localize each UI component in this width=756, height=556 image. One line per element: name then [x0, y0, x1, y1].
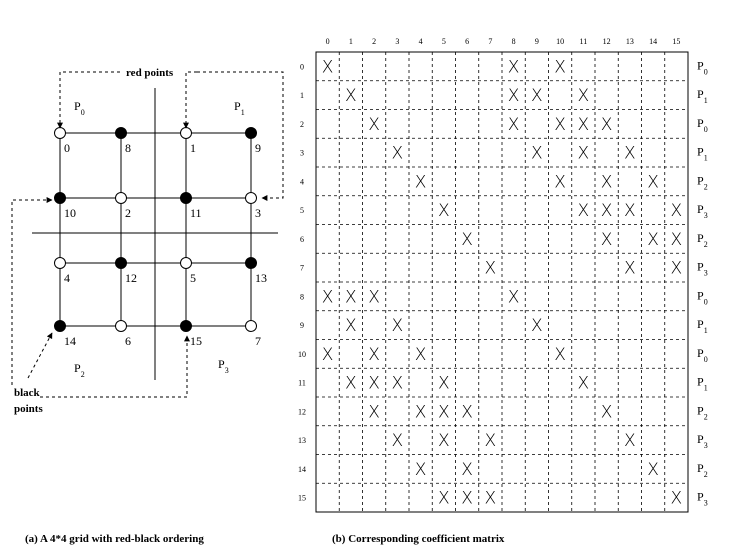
matrix-cell-10-10: X	[554, 344, 566, 365]
grid-node-label-9: 9	[255, 141, 261, 155]
grid-node-label-10: 10	[64, 206, 76, 220]
matrix-col-label-0: 0	[325, 37, 330, 46]
matrix-cell-2-10: X	[554, 114, 566, 135]
matrix-cell-8-1: X	[345, 287, 357, 308]
matrix-processor-label-12: $P_2$	[697, 403, 708, 422]
matrix-cell-4-4: X	[414, 172, 427, 193]
black-point-12	[116, 258, 127, 269]
matrix-processor-label-3: $P_1$	[697, 144, 708, 163]
grid-node-labels	[64, 141, 267, 348]
matrix-col-label-10: 10	[556, 37, 565, 46]
matrix-cell-0-8: X	[507, 57, 520, 78]
grid-node-label-1: 1	[190, 141, 196, 155]
grid-node-label-4: 4	[64, 271, 70, 285]
matrix-cell-13-13: X	[624, 431, 636, 452]
matrix-processor-labels	[697, 58, 708, 507]
matrix-cell-1-9: X	[531, 86, 543, 107]
red-point-0	[55, 128, 66, 139]
black-points-label-line1: black	[14, 387, 40, 399]
matrix-cell-1-1: X	[345, 86, 357, 107]
matrix-processor-label-9: $P_1$	[697, 317, 708, 336]
matrix-cell-14-14: X	[647, 459, 659, 480]
matrix-cell-14-6: X	[461, 459, 473, 480]
grid-node-label-8: 8	[125, 141, 131, 155]
matrix-cell-8-0: X	[321, 287, 334, 308]
matrix-cell-9-9: X	[531, 316, 543, 337]
matrix-cell-12-12: X	[600, 402, 613, 423]
black-points-arrow-bottom-left	[28, 333, 52, 378]
black-points-arrow-bottom-middle	[40, 336, 187, 397]
matrix-cell-11-5: X	[438, 373, 450, 394]
grid-node-label-7: 7	[255, 334, 261, 348]
matrix-cell-6-12: X	[600, 229, 613, 250]
matrix-cell-0-10: X	[554, 57, 566, 78]
matrix-processor-label-2: $P_0$	[697, 115, 708, 134]
matrix-cell-8-8: X	[507, 287, 520, 308]
processor-labels	[74, 99, 245, 379]
matrix-processor-label-7: $P_3$	[697, 259, 708, 278]
matrix-row-label-10: 10	[298, 349, 306, 359]
matrix-processor-label-8: $P_0$	[697, 288, 708, 307]
matrix-cell-10-0: X	[321, 344, 334, 365]
matrix-cell-2-11: X	[577, 114, 590, 135]
matrix-cell-15-15: X	[670, 488, 683, 509]
black-points-label-line2: points	[14, 403, 43, 415]
matrix-processor-label-0: $P_0$	[697, 58, 708, 77]
matrix-cell-13-5: X	[438, 431, 450, 452]
black-point-8	[116, 128, 127, 139]
matrix-col-label-11: 11	[579, 37, 588, 46]
matrix-cell-15-6: X	[461, 488, 473, 509]
matrix-cell-7-15: X	[670, 258, 683, 279]
matrix-processor-label-4: $P_2$	[697, 173, 708, 192]
matrix-cell-14-4: X	[414, 459, 427, 480]
matrix-cell-2-2: X	[368, 114, 380, 135]
grid-node-label-15: 15	[190, 334, 202, 348]
grid-node-label-3: 3	[255, 206, 261, 220]
matrix-col-label-5: 5	[441, 37, 446, 46]
caption-a: (a) A 4*4 grid with red-black ordering	[25, 533, 204, 545]
matrix-processor-label-10: $P_0$	[697, 345, 708, 364]
matrix-cell-3-3: X	[391, 143, 404, 164]
matrix-cell-2-8: X	[507, 114, 520, 135]
matrix-cell-1-11: X	[577, 86, 590, 107]
grid-node-label-2: 2	[125, 206, 131, 220]
matrix-row-label-5: 5	[300, 206, 304, 216]
matrix-row-label-9: 9	[300, 321, 304, 331]
matrix-row-label-11: 11	[298, 378, 306, 388]
matrix-row-label-0: 0	[300, 62, 304, 72]
matrix-processor-label-11: $P_1$	[697, 374, 708, 393]
matrix-row-labels	[298, 62, 306, 502]
grid-node-label-6: 6	[125, 334, 131, 348]
matrix-cell-10-2: X	[368, 344, 380, 365]
matrix-cell-13-7: X	[484, 431, 497, 452]
matrix-cell-11-1: X	[345, 373, 357, 394]
matrix-row-label-8: 8	[300, 292, 304, 302]
matrix-row-label-12: 12	[298, 407, 306, 417]
black-points-arrow-left	[12, 200, 52, 385]
matrix-column-labels	[326, 37, 681, 46]
coefficient-matrix	[298, 37, 708, 545]
matrix-processor-label-14: $P_2$	[697, 460, 708, 479]
matrix-cell-11-11: X	[577, 373, 590, 394]
matrix-cell-12-5: X	[438, 402, 450, 423]
red-point-2	[116, 193, 127, 204]
matrix-cell-4-12: X	[600, 172, 613, 193]
matrix-row-label-7: 7	[300, 263, 304, 273]
matrix-cell-3-9: X	[531, 143, 543, 164]
matrix-cell-7-13: X	[624, 258, 636, 279]
matrix-cell-11-2: X	[368, 373, 380, 394]
black-point-11	[181, 193, 192, 204]
matrix-row-label-15: 15	[298, 493, 306, 503]
processor-label-1: $P_1$	[234, 99, 245, 117]
matrix-row-label-3: 3	[300, 148, 304, 158]
red-point-7	[246, 321, 257, 332]
matrix-cell-9-1: X	[345, 316, 357, 337]
black-point-15	[181, 321, 192, 332]
matrix-cell-1-8: X	[507, 86, 520, 107]
matrix-cell-6-6: X	[461, 229, 473, 250]
matrix-cell-6-15: X	[670, 229, 683, 250]
matrix-cell-4-14: X	[647, 172, 659, 193]
matrix-col-label-3: 3	[395, 37, 400, 46]
matrix-col-label-4: 4	[418, 37, 423, 46]
matrix-cell-5-11: X	[577, 201, 590, 222]
matrix-col-label-2: 2	[372, 37, 377, 46]
red-point-3	[246, 193, 257, 204]
grid-node-label-14: 14	[64, 334, 76, 348]
matrix-cell-15-5: X	[438, 488, 450, 509]
matrix-cell-6-14: X	[647, 229, 659, 250]
grid-node-label-11: 11	[190, 206, 202, 220]
red-points-arrow-right	[197, 72, 283, 198]
grid-node-label-0: 0	[64, 141, 70, 155]
matrix-row-label-6: 6	[300, 234, 304, 244]
matrix-cell-5-5: X	[438, 201, 450, 222]
matrix-processor-label-6: $P_2$	[697, 230, 708, 249]
grid-diagram	[12, 67, 283, 545]
matrix-col-label-14: 14	[649, 37, 658, 46]
processor-label-2: $P_2$	[74, 361, 85, 379]
red-point-1	[181, 128, 192, 139]
red-points-arrow-middle	[186, 72, 197, 128]
matrix-cell-12-2: X	[368, 402, 380, 423]
matrix-cell-5-12: X	[600, 201, 613, 222]
matrix-processor-label-5: $P_3$	[697, 202, 708, 221]
matrix-row-label-13: 13	[298, 436, 306, 446]
matrix-cell-12-4: X	[414, 402, 427, 423]
matrix-row-label-4: 4	[300, 177, 304, 187]
matrix-col-label-9: 9	[534, 37, 539, 46]
matrix-col-label-1: 1	[348, 37, 353, 46]
matrix-col-label-13: 13	[625, 37, 634, 46]
matrix-processor-label-15: $P_3$	[697, 489, 708, 508]
matrix-cell-11-3: X	[391, 373, 404, 394]
matrix-cell-9-3: X	[391, 316, 404, 337]
matrix-cell-3-11: X	[577, 143, 590, 164]
matrix-cell-10-4: X	[414, 344, 427, 365]
red-point-6	[116, 321, 127, 332]
matrix-col-label-8: 8	[511, 37, 516, 46]
red-point-4	[55, 258, 66, 269]
matrix-cell-7-7: X	[484, 258, 497, 279]
matrix-row-label-14: 14	[298, 464, 306, 474]
red-points-label: red points	[126, 67, 174, 79]
black-point-13	[246, 258, 257, 269]
grid-node-label-5: 5	[190, 271, 196, 285]
matrix-row-label-2: 2	[300, 119, 304, 129]
matrix-cell-5-15: X	[670, 201, 683, 222]
matrix-cell-4-10: X	[554, 172, 566, 193]
grid-node-label-13: 13	[255, 271, 267, 285]
processor-label-0: $P_0$	[74, 99, 85, 117]
matrix-cell-15-7: X	[484, 488, 497, 509]
matrix-cell-2-12: X	[600, 114, 613, 135]
caption-b: (b) Corresponding coefficient matrix	[332, 533, 505, 545]
matrix-col-label-12: 12	[602, 37, 611, 46]
grid-node-label-12: 12	[125, 271, 137, 285]
matrix-col-label-6: 6	[465, 37, 470, 46]
matrix-cell-12-6: X	[461, 402, 473, 423]
matrix-cell-5-13: X	[624, 201, 636, 222]
matrix-cell-13-3: X	[391, 431, 404, 452]
matrix-col-label-7: 7	[488, 37, 493, 46]
matrix-row-label-1: 1	[300, 91, 304, 101]
matrix-cell-8-2: X	[368, 287, 380, 308]
matrix-col-label-15: 15	[672, 37, 681, 46]
matrix-cell-3-13: X	[624, 143, 636, 164]
black-point-9	[246, 128, 257, 139]
black-point-14	[55, 321, 66, 332]
matrix-processor-label-1: $P_1$	[697, 87, 708, 106]
matrix-processor-label-13: $P_3$	[697, 432, 708, 451]
red-points-arrow-left	[60, 72, 120, 128]
matrix-cell-0-0: X	[321, 57, 334, 78]
red-point-5	[181, 258, 192, 269]
black-point-10	[55, 193, 66, 204]
processor-label-3: $P_3$	[218, 357, 229, 375]
